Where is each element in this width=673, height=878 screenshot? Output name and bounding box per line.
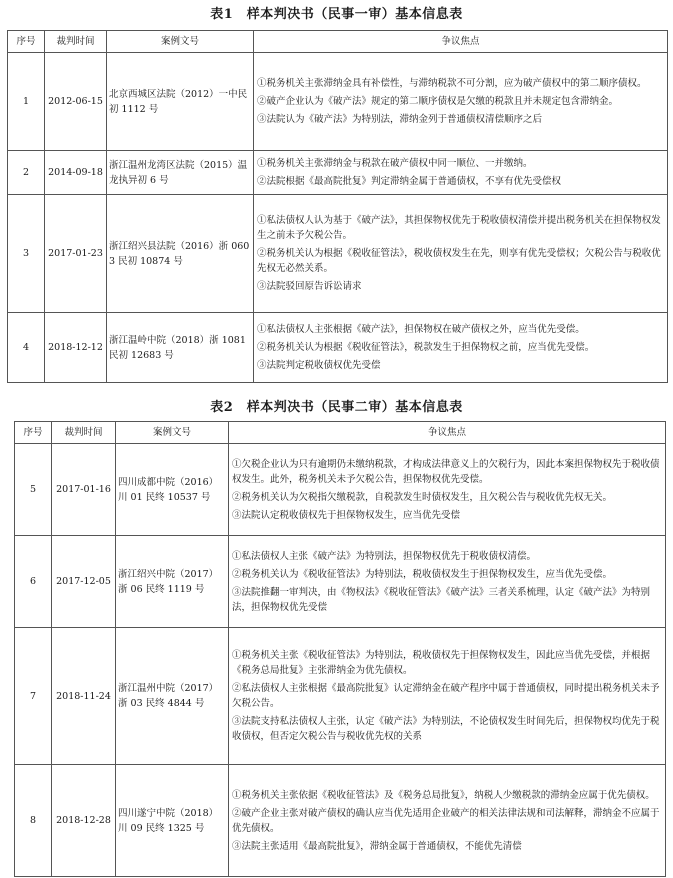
issue-point: ②税务机关认为根据《税收征管法》，税收债权发生在先，则享有优先受偿权；欠税公告与税收优先权无必然关系。 — [257, 248, 661, 274]
table2-header-row — [15, 422, 666, 444]
issue-point: ③法院支持私法债权人主张，认定《破产法》为特别法，不论债权发生时间先后，担保物权均优先于税收债权，但否定欠税公告与税收优先权的关系 — [232, 716, 660, 742]
issue-point: ①税务机关主张依据《税收征管法》及《税务总局批复》，纳税人少缴税款的滞纳金应属于优先债权。 — [232, 789, 655, 801]
row-no: 6 — [15, 536, 52, 628]
row-no: 8 — [15, 765, 52, 877]
table-row — [15, 628, 666, 765]
issue-point: ①税务机关主张《税收征管法》为特别法，税收债权先于担保物权发生，因此应当优先受偿，并根据《税务总局批复》主张滞纳金为优先债权。 — [232, 650, 651, 676]
issue-point: ③法院驳回原告诉讼请求 — [257, 281, 362, 292]
row-issues — [254, 195, 668, 313]
row-date: 2017-01-16 — [52, 444, 116, 536]
table-row — [8, 195, 668, 313]
row-no: 2 — [8, 151, 45, 195]
row-issues — [254, 313, 668, 383]
issue-point: ③法院判定税收债权优先受偿 — [257, 360, 381, 371]
row-no: 1 — [8, 53, 45, 151]
issue-point: ②私法债权人主张根据《最高院批复》认定滞纳金在破产程序中属于普通债权，同时提出税务机关未予欠税公告。 — [232, 683, 660, 709]
issue-point: ③法院主张适用《最高院批复》，滞纳金属于普通债权，不能优先清偿 — [232, 840, 522, 852]
issue-point: ①欠税企业认为只有逾期仍未缴纳税款，才构成法律意义上的欠税行为，因此本案担保物权先于税收债权发生。此外，税务机关未予欠税公告，担保物权优先受偿。 — [232, 458, 660, 485]
issue-point: ③法院认为《破产法》为特别法，滞纳金列于普通债权清偿顺序之后 — [257, 114, 543, 125]
row-date: 2017-12-05 — [52, 536, 116, 628]
header-no: 序号 — [8, 31, 45, 53]
header-issue: 争议焦点 — [229, 422, 666, 444]
row-date: 2014-09-18 — [45, 151, 107, 195]
row-no: 4 — [8, 313, 45, 383]
row-issues — [229, 444, 666, 536]
issue-point: ①私法债权人主张根据《破产法》，担保物权在破产债权之外，应当优先受偿。 — [257, 324, 585, 335]
issue-point: ②破产企业认为《破产法》规定的第二顺序债权是欠缴的税款且并未规定包含滞纳金。 — [257, 96, 619, 107]
table2 — [14, 421, 666, 877]
row-no: 5 — [15, 444, 52, 536]
issue-point: ①税务机关主张滞纳金具有补偿性，与滞纳税款不可分割，应为破产债权中的第二顺序债权。 — [257, 78, 647, 89]
issue-point: ②税务机关认为欠税指欠缴税款，自税款发生时债权发生，且欠税公告与税收优先权无关。 — [232, 491, 613, 503]
table-row — [8, 53, 668, 151]
table-row — [15, 536, 666, 628]
issue-point: ①税务机关主张滞纳金与税款在破产债权中同一顺位、一并缴纳。 — [257, 158, 533, 169]
row-case-number: 四川遂宁中院（2018）川 09 民终 1325 号 — [116, 765, 229, 877]
row-case-number: 北京西城区法院（2012）一中民初 1112 号 — [107, 53, 254, 151]
header-case: 案例文号 — [116, 422, 229, 444]
row-date: 2012-06-15 — [45, 53, 107, 151]
row-date: 2018-12-12 — [45, 313, 107, 383]
header-case: 案例文号 — [107, 31, 254, 53]
issue-point: ③法院推翻一审判决，由《物权法》《税收征管法》《破产法》三者关系梳理，认定《破产法》为特别法，担保物权优先受偿 — [232, 586, 651, 613]
table-row — [8, 313, 668, 383]
table-row — [15, 444, 666, 536]
table1-title: 表1 样本判决书（民事一审）基本信息表 — [210, 7, 463, 22]
row-case-number: 浙江绍兴县法院（2016）浙 0603 民初 10874 号 — [107, 195, 254, 313]
row-issues — [229, 765, 666, 877]
row-issues — [254, 53, 668, 151]
row-date: 2018-11-24 — [52, 628, 116, 765]
table-row — [8, 151, 668, 195]
issue-point: ②税务机关认为《税收征管法》为特别法，税收债权发生于担保物权发生，应当优先受偿。 — [232, 568, 613, 580]
row-no: 7 — [15, 628, 52, 765]
table1-header-row — [8, 31, 668, 53]
row-case-number: 浙江绍兴中院（2017）浙 06 民终 1119 号 — [116, 536, 229, 628]
issue-point: ①私法债权人主张《破产法》为特别法，担保物权优先于税收债权清偿。 — [232, 550, 537, 562]
row-case-number: 浙江温岭中院（2018）浙 1081 民初 12683 号 — [107, 313, 254, 383]
table-row — [15, 765, 666, 877]
row-issues — [254, 151, 668, 195]
issue-point: ②法院根据《最高院批复》判定滞纳金属于普通债权，不享有优先受偿权 — [257, 176, 562, 187]
header-date: 裁判时间 — [52, 422, 116, 444]
issue-point: ①私法债权人认为基于《破产法》，其担保物权优先于税收债权清偿并提出税务机关在担保物权发生之前未予欠税公告。 — [257, 215, 661, 241]
header-issue: 争议焦点 — [254, 31, 668, 53]
row-date: 2018-12-28 — [52, 765, 116, 877]
row-issues — [229, 536, 666, 628]
header-date: 裁判时间 — [45, 31, 107, 53]
table1 — [7, 30, 668, 383]
issue-point: ②破产企业主张对破产债权的确认应当优先适用企业破产的相关法律法规和司法解释，滞纳金不应属于优先债权。 — [232, 807, 660, 834]
table2-title: 表2 样本判决书（民事二审）基本信息表 — [210, 400, 463, 415]
row-case-number: 四川成都中院（2016）川 01 民终 10537 号 — [116, 444, 229, 536]
row-case-number: 浙江温州中院（2017）浙 03 民终 4844 号 — [116, 628, 229, 765]
row-issues — [229, 628, 666, 765]
issue-point: ③法院认定税收债权先于担保物权发生，应当优先受偿 — [232, 509, 461, 521]
row-date: 2017-01-23 — [45, 195, 107, 313]
row-no: 3 — [8, 195, 45, 313]
row-case-number: 浙江温州龙湾区法院（2015）温龙执异初 6 号 — [107, 151, 254, 195]
issue-point: ②税务机关认为根据《税收征管法》，税款发生于担保物权之前，应当优先受偿。 — [257, 342, 595, 353]
header-no: 序号 — [15, 422, 52, 444]
